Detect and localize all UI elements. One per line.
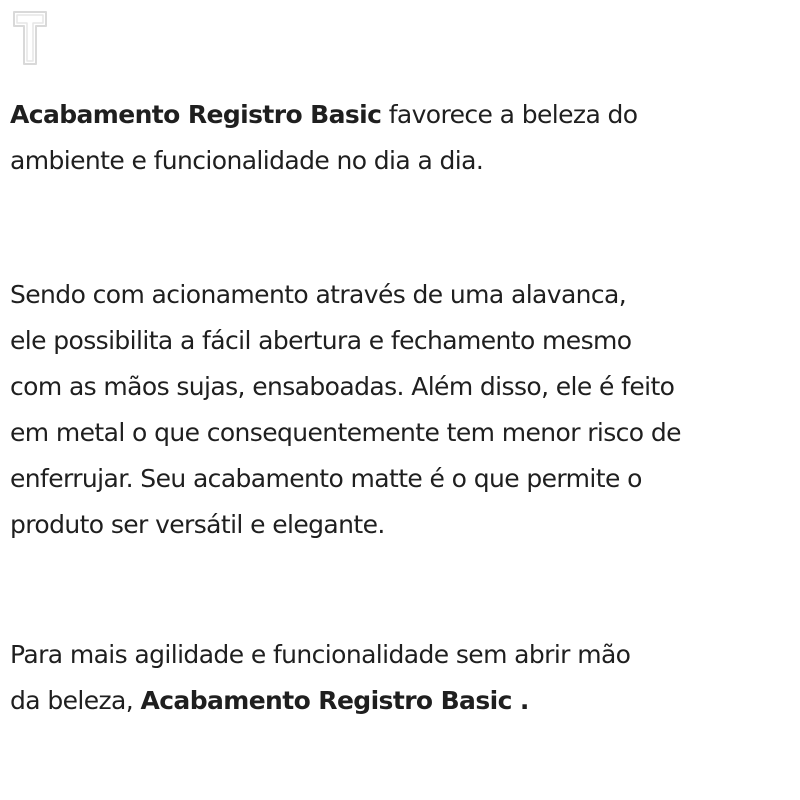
line-text: em metal o que consequentemente tem menor risco de — [10, 418, 681, 447]
brand-logo-icon — [10, 8, 50, 68]
text-line — [10, 318, 790, 364]
line-text: com as mãos sujas, ensaboadas. Além disso, ele é feito — [10, 372, 675, 401]
text-line — [10, 92, 790, 138]
t-letter-logo-icon — [10, 8, 50, 68]
text-line — [10, 364, 790, 410]
line-text: enferrujar. Seu acabamento matte é o que permite o — [10, 464, 642, 493]
line-text: ambiente e funcionalidade no dia a dia. — [10, 146, 484, 175]
text-line — [10, 272, 790, 318]
text-line — [10, 632, 790, 678]
line-text: favorece a beleza do — [381, 100, 638, 129]
line-text: produto ser versátil e elegante. — [10, 510, 385, 539]
text-line — [10, 410, 790, 456]
line-text: da beleza, — [10, 686, 141, 715]
product-name: Acabamento Registro Basic . — [140, 686, 529, 715]
line-text: Para mais agilidade e funcionalidade sem abrir mão — [10, 640, 631, 669]
text-line — [10, 138, 790, 184]
intro-paragraph — [10, 92, 790, 184]
line-text: ele possibilita a fácil abertura e fechamento mesmo — [10, 326, 632, 355]
features-paragraph — [10, 272, 790, 548]
text-line — [10, 678, 790, 724]
description-text — [10, 92, 790, 724]
closing-paragraph — [10, 632, 790, 724]
text-line — [10, 502, 790, 548]
product-name: Acabamento Registro Basic — [10, 100, 382, 129]
text-line — [10, 456, 790, 502]
line-text: Sendo com acionamento através de uma alavanca, — [10, 280, 627, 309]
